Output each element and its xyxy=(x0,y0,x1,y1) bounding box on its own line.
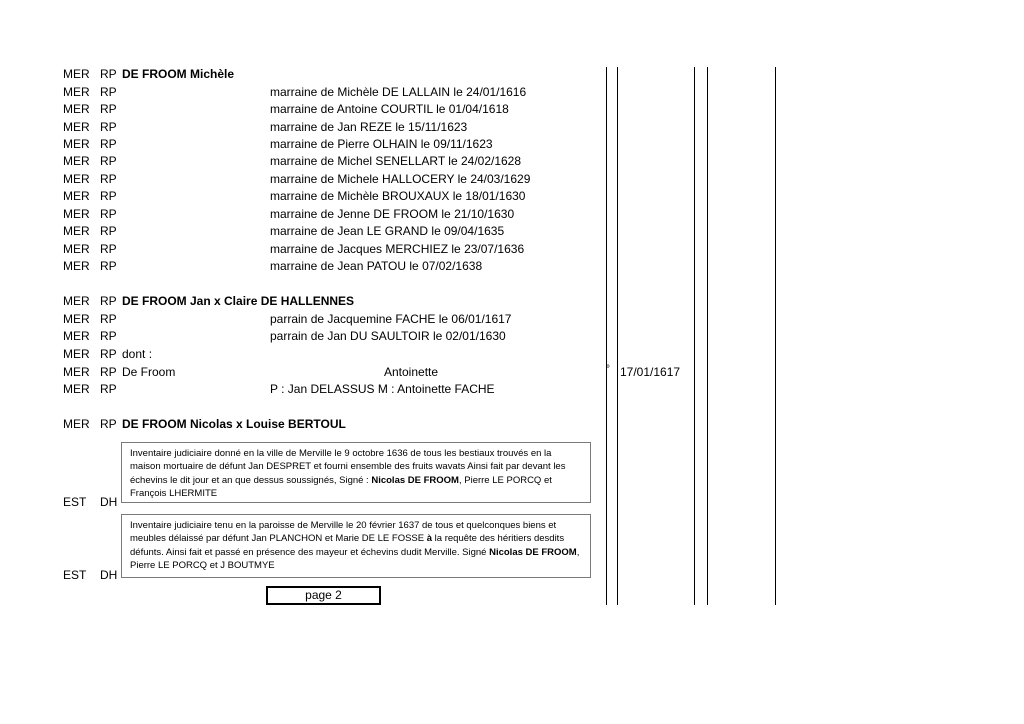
source-code: MER xyxy=(63,224,90,238)
register-code: RP xyxy=(100,329,117,343)
source-code: MER xyxy=(63,382,90,396)
register-code: RP xyxy=(100,172,117,186)
page-number: page 2 xyxy=(266,586,381,605)
child-surname: De Froom xyxy=(122,365,176,379)
register-code: RP xyxy=(100,154,117,168)
column-line xyxy=(707,67,708,605)
source-code: MER xyxy=(63,329,90,343)
register-code: RP xyxy=(100,102,117,116)
register-code: RP xyxy=(100,312,117,326)
child-firstname: Antoinette xyxy=(384,365,439,379)
record-text: marraine de Jacques MERCHIEZ le 23/07/1636 xyxy=(270,242,525,256)
person-heading: DE FROOM Nicolas x Louise BERTOUL xyxy=(122,417,346,431)
source-code: MER xyxy=(63,259,90,273)
source-code: MER xyxy=(63,172,90,186)
record-text: marraine de Jean LE GRAND le 09/04/1635 xyxy=(270,224,505,238)
inventory-note xyxy=(121,514,591,578)
note-signatory: Nicolas DE FROOM xyxy=(489,546,577,558)
note-text: , Pierre LE PORCQ et J BOUTMYE xyxy=(130,546,580,572)
person-heading: DE FROOM Jan x Claire DE HALLENNES xyxy=(122,294,355,308)
record-text: marraine de Jean PATOU le 07/02/1638 xyxy=(270,259,483,273)
source-code: MER xyxy=(63,137,90,151)
note-text: , Pierre LE PORCQ et François LHERMITE xyxy=(130,474,552,500)
record-text: marraine de Michel SENELLART le 24/02/1628 xyxy=(270,154,522,168)
source-code: MER xyxy=(63,365,90,379)
record-text: marraine de Jan REZE le 15/11/1623 xyxy=(270,120,468,134)
register-code: RP xyxy=(100,85,117,99)
inventory-note xyxy=(121,442,591,503)
source-code: MER xyxy=(63,207,90,221)
register-code: DH xyxy=(100,568,118,582)
source-code: MER xyxy=(63,242,90,256)
source-code: MER xyxy=(63,85,90,99)
source-code: MER xyxy=(63,294,90,308)
children-label: dont : xyxy=(122,347,153,361)
record-text: marraine de Michèle DE LALLAIN le 24/01/1616 xyxy=(270,85,527,99)
note-emphasis: à xyxy=(426,533,433,545)
note-text: Inventaire judiciaire donné en la ville de Merville le 9 octobre 1636 de tous les bestiaux trouvés en la maison mortuaire de défunt Jan DESPRET et fourni ensemble des fruits wavats Ainsi fait par devant les échevins le dit jour et an que dessus soussignés, Signé : xyxy=(130,448,566,486)
register-code: RP xyxy=(100,294,117,308)
source-code: MER xyxy=(63,189,90,203)
record-text: marraine de Jenne DE FROOM le 21/10/1630 xyxy=(270,207,515,221)
source-code: EST xyxy=(63,495,87,509)
column-line xyxy=(617,67,618,605)
column-line xyxy=(606,67,607,605)
source-code: MER xyxy=(63,417,90,431)
register-code: DH xyxy=(100,495,118,509)
register-code: RP xyxy=(100,242,117,256)
register-code: RP xyxy=(100,207,117,221)
register-code: RP xyxy=(100,67,117,81)
birth-symbol: ° xyxy=(606,364,610,375)
record-text: P : Jan DELASSUS M : Antoinette FACHE xyxy=(270,382,495,396)
source-code: MER xyxy=(63,154,90,168)
record-text: parrain de Jacquemine FACHE le 06/01/1617 xyxy=(270,312,512,326)
register-code: RP xyxy=(100,137,117,151)
birth-date: 17/01/1617 xyxy=(620,365,681,379)
source-code: MER xyxy=(63,120,90,134)
source-code: MER xyxy=(63,67,90,81)
note-text: Inventaire judiciaire tenu en la paroisse de Merville le 20 février 1637 de tous et quelconques biens et meubles délaissé par défunt Jan PLANCHON et Marie DE LE FOSSE xyxy=(130,520,557,545)
register-code: RP xyxy=(100,417,117,431)
register-code: RP xyxy=(100,347,117,361)
record-text: parrain de Jan DU SAULTOIR le 02/01/1630 xyxy=(270,329,506,343)
register-code: RP xyxy=(100,365,117,379)
record-text: marraine de Antoine COURTIL le 01/04/1618 xyxy=(270,102,509,116)
register-code: RP xyxy=(100,120,117,134)
source-code: MER xyxy=(63,347,90,361)
record-text: marraine de Pierre OLHAIN le 09/11/1623 xyxy=(270,137,493,151)
source-code: MER xyxy=(63,312,90,326)
register-code: RP xyxy=(100,382,117,396)
column-line xyxy=(775,67,776,605)
register-code: RP xyxy=(100,224,117,238)
record-text: marraine de Michele HALLOCERY le 24/03/1629 xyxy=(270,172,531,186)
source-code: MER xyxy=(63,102,90,116)
note-signatory: Nicolas DE FROOM xyxy=(371,474,459,486)
register-code: RP xyxy=(100,189,117,203)
column-line xyxy=(694,67,695,605)
person-heading: DE FROOM Michèle xyxy=(122,67,235,81)
register-code: RP xyxy=(100,259,117,273)
source-code: EST xyxy=(63,568,87,582)
note-text: la requête des héritiers desdits défunts. Ainsi fait et passé en présence des mayeur et échevins dudit Merville. Signé xyxy=(130,533,565,558)
record-text: marraine de Michèle BROUXAUX le 18/01/1630 xyxy=(270,189,526,203)
